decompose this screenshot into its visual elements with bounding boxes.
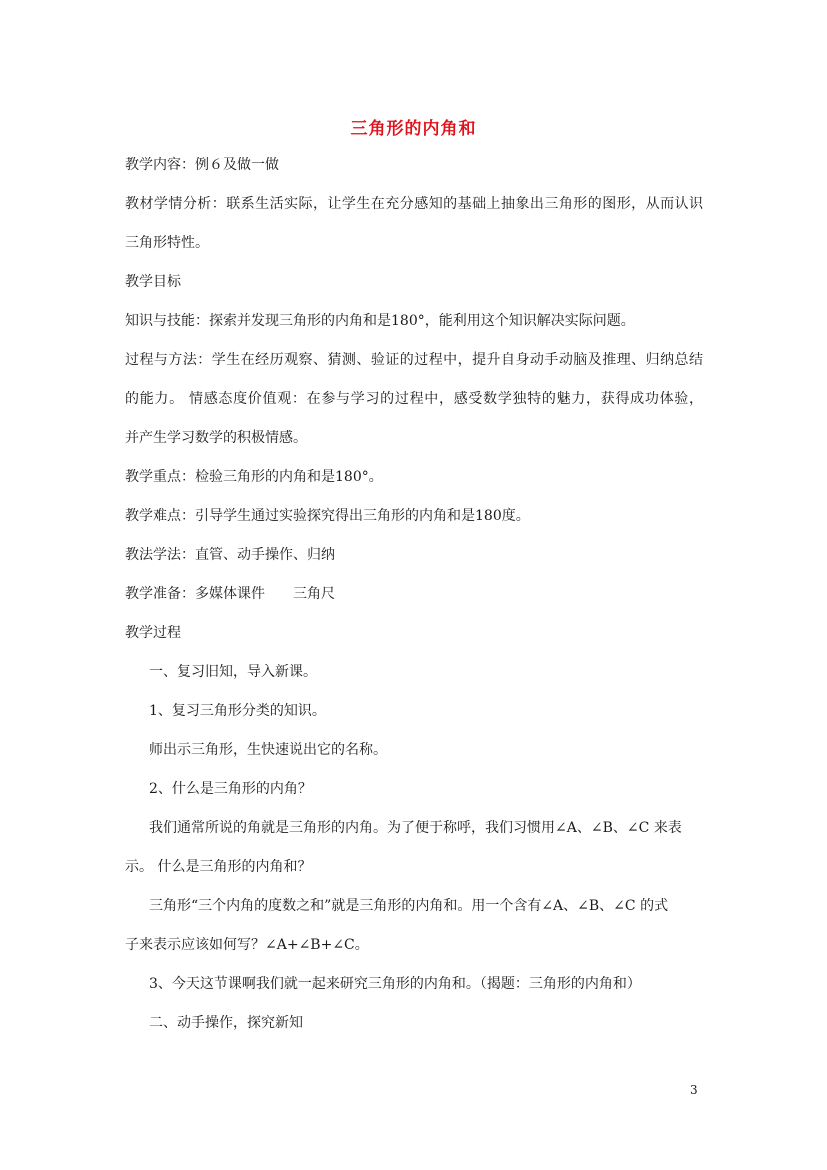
analysis-line-2: 三角形特性。 bbox=[125, 235, 209, 251]
page-number: 3 bbox=[690, 1083, 698, 1097]
analysis-line-1: 教材学情分析：联系生活实际，让学生在充分感知的基础上抽象出三角形的图形，从而认识 bbox=[125, 196, 703, 212]
step-1-line: 1、复习三角形分类的知识。 bbox=[149, 703, 326, 719]
objectives-heading: 教学目标 bbox=[125, 274, 181, 290]
process-method-line-2: 的能力。 情感态度价值观：在参与学习的过程中，感受数学独特的魅力，获得成功体验， bbox=[125, 391, 703, 407]
document-title: 三角形的内角和 bbox=[350, 119, 477, 139]
step-1-detail: 师出示三角形，生快速说出它的名称。 bbox=[149, 742, 387, 758]
method-line: 教法学法：直管、动手操作、归纳 bbox=[125, 547, 335, 563]
section-two-heading: 二、动手操作，探究新知 bbox=[149, 1015, 303, 1031]
key-point-line: 教学重点：检验三角形的内角和是180°。 bbox=[125, 469, 383, 485]
teaching-content-line: 教学内容：例６及做一做 bbox=[125, 157, 279, 173]
step-3-line: 3、今天这节课啊我们就一起来研究三角形的内角和。（揭题：三角形的内角和） bbox=[149, 976, 641, 992]
section-one-heading: 一、复习旧知，导入新课。 bbox=[149, 664, 317, 680]
angle-sum-line-1: 三角形“三个内角的度数之和”就是三角形的内角和。用一个含有∠A、∠B、∠C 的式 bbox=[149, 898, 669, 914]
interior-angle-line-2: 示。 什么是三角形的内角和？ bbox=[125, 859, 312, 875]
angle-sum-line-2: 子来表示应该如何写？∠A+∠B+∠C。 bbox=[125, 937, 369, 953]
process-method-line-3: 并产生学习数学的积极情感。 bbox=[125, 430, 307, 446]
interior-angle-line-1: 我们通常所说的角就是三角形的内角。为了便于称呼，我们习惯用∠A、∠B、∠C 来表 bbox=[149, 820, 682, 836]
process-method-line-1: 过程与方法：学生在经历观察、猜测、验证的过程中，提升自身动手动脑及推理、归纳总结 bbox=[125, 352, 703, 368]
step-2-line: 2、什么是三角形的内角？ bbox=[149, 781, 312, 797]
knowledge-skills-line: 知识与技能：探索并发现三角形的内角和是180°，能利用这个知识解决实际问题。 bbox=[125, 313, 635, 329]
difficulty-line: 教学难点：引导学生通过实验探究得出三角形的内角和是180度。 bbox=[125, 508, 530, 524]
process-heading: 教学过程 bbox=[125, 625, 181, 641]
preparation-line: 教学准备：多媒体课件 三角尺 bbox=[125, 586, 335, 602]
